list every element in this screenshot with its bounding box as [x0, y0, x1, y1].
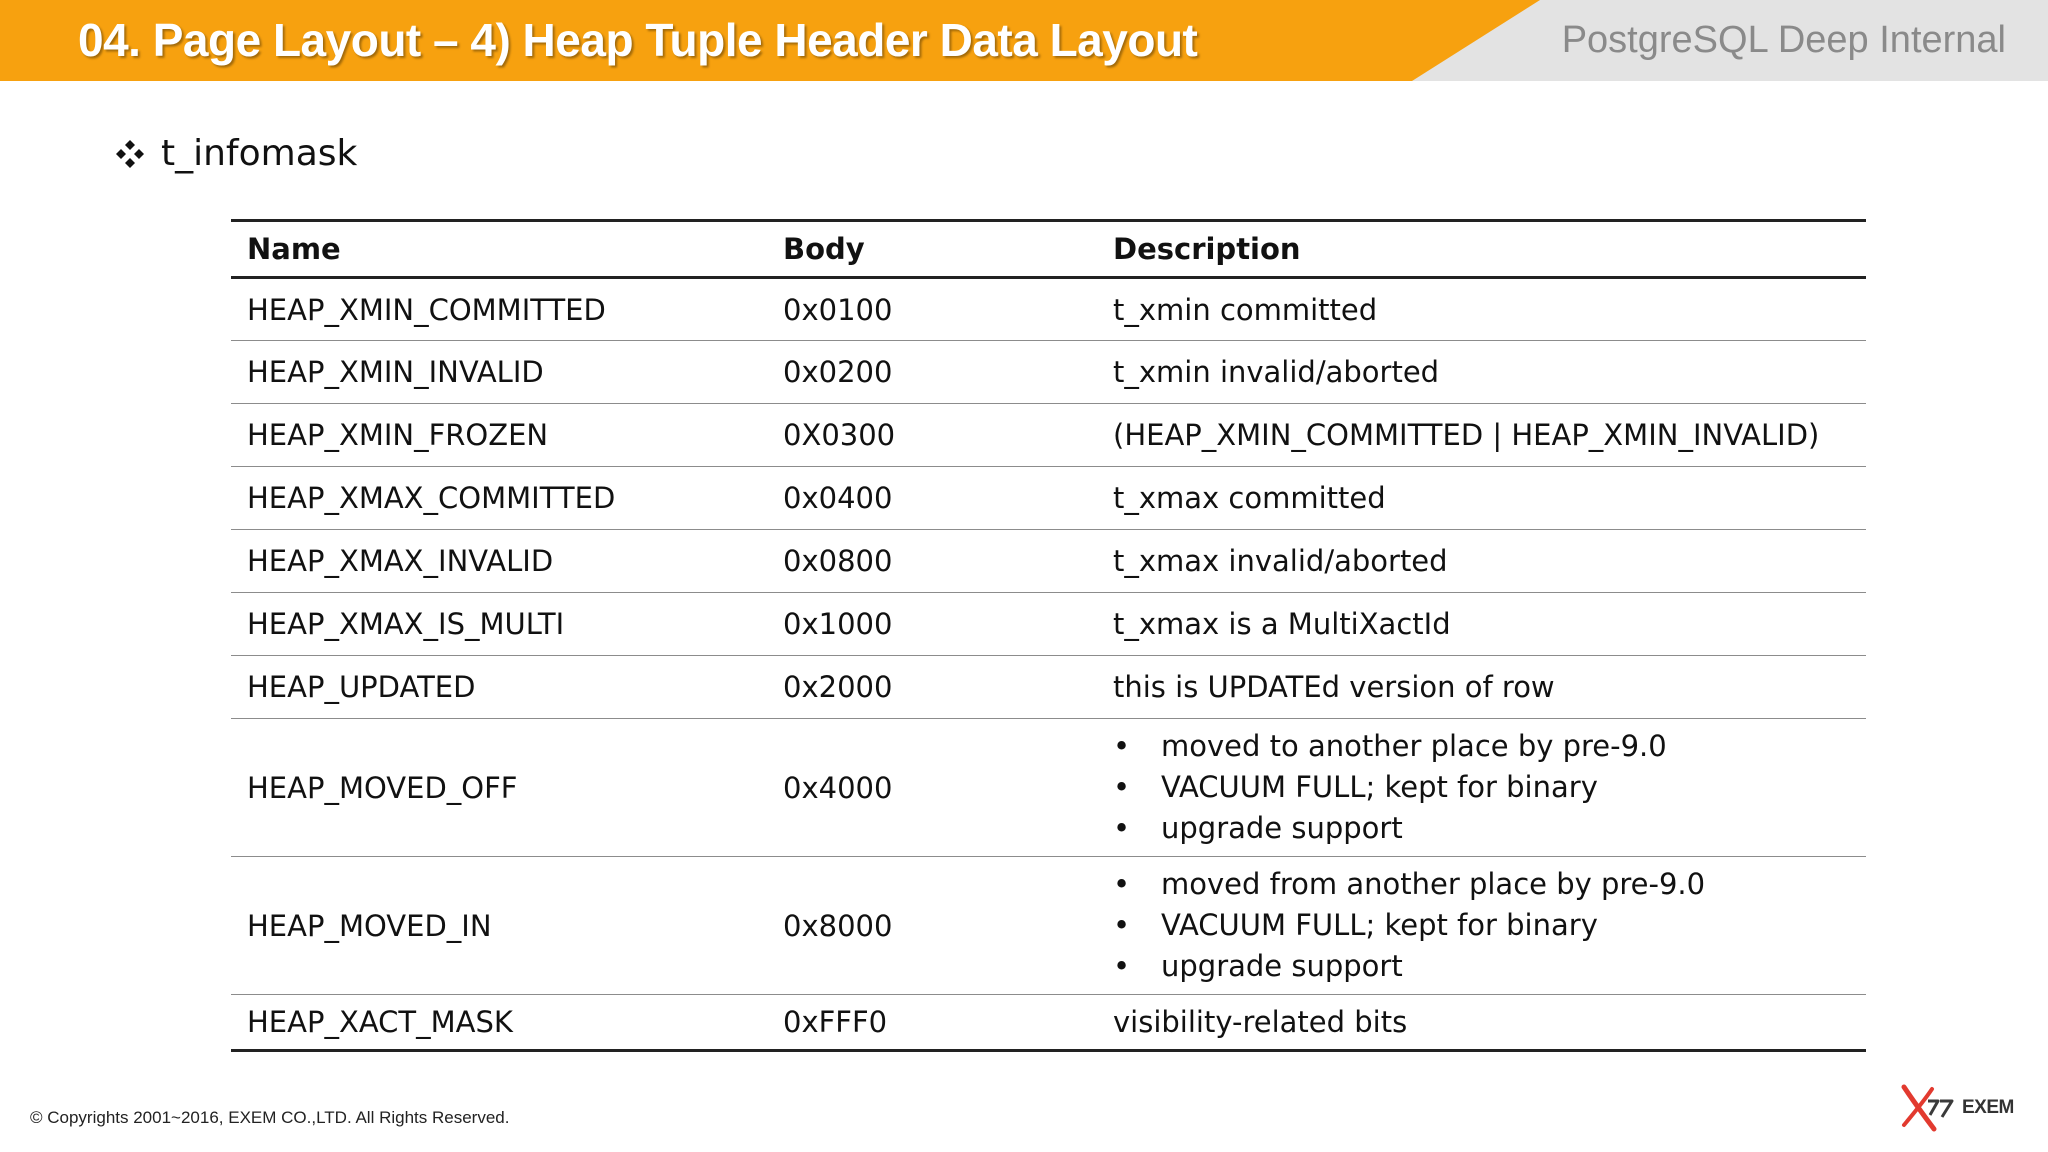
cell-body: 0x0800	[783, 544, 893, 578]
cell-name: HEAP_XMAX_COMMITTED	[247, 481, 616, 515]
table-row	[231, 593, 1866, 656]
cell-name: HEAP_XMIN_FROZEN	[247, 418, 549, 452]
cell-name: HEAP_XMAX_INVALID	[247, 544, 554, 578]
table-row	[231, 341, 1866, 404]
table-row	[231, 278, 1866, 341]
cell-body: 0x2000	[783, 670, 893, 704]
cell-body: 0x1000	[783, 607, 893, 641]
cell-name: HEAP_MOVED_OFF	[247, 770, 518, 805]
cell-description: (HEAP_XMIN_COMMITTED | HEAP_XMIN_INVALID)	[1113, 418, 1820, 452]
column-header-body: Body	[767, 221, 1097, 278]
cell-description	[1097, 857, 1866, 995]
table-header-row	[231, 221, 1866, 278]
description-bullet-list	[1113, 726, 1866, 849]
four-diamond-bullet-icon	[115, 139, 145, 169]
cell-body: 0x0100	[783, 292, 893, 327]
cell-description: t_xmax invalid/aborted	[1113, 544, 1448, 578]
exem-logo	[1898, 1082, 2028, 1134]
cell-body: 0xFFF0	[783, 1005, 888, 1039]
exem-logo-icon	[1898, 1083, 1960, 1133]
bullet-item: • upgrade support	[1113, 946, 1866, 987]
cell-description	[1097, 719, 1866, 857]
cell-name: HEAP_XACT_MASK	[247, 1005, 513, 1039]
cell-body: 0X0300	[783, 418, 896, 452]
cell-name: HEAP_XMAX_IS_MULTI	[247, 607, 565, 641]
column-header-name: Name	[231, 221, 767, 278]
cell-description: this is UPDATEd version of row	[1113, 670, 1555, 704]
table-row	[231, 656, 1866, 719]
table-row	[231, 719, 1866, 857]
slide-header	[0, 0, 2048, 81]
bullet-item: • VACUUM FULL; kept for binary	[1113, 767, 1866, 808]
cell-description: t_xmin invalid/aborted	[1113, 355, 1440, 389]
table-row	[231, 467, 1866, 530]
infomask-table	[231, 219, 1866, 1052]
cell-description: t_xmax committed	[1113, 481, 1386, 515]
section-heading	[115, 128, 357, 180]
bullet-item: • upgrade support	[1113, 808, 1866, 849]
cell-body: 0x0200	[783, 355, 893, 389]
slide-title: 04. Page Layout – 4) Heap Tuple Header Data Layout	[78, 14, 1198, 66]
cell-description: visibility-related bits	[1113, 1005, 1408, 1039]
cell-body: 0x8000	[783, 908, 893, 943]
cell-body: 0x4000	[783, 770, 893, 805]
column-header-description: Description	[1097, 221, 1866, 278]
cell-description: t_xmin committed	[1113, 292, 1378, 327]
logo-text: EXEM	[1962, 1097, 2014, 1118]
cell-description: t_xmax is a MultiXactId	[1113, 607, 1451, 641]
bullet-item: • moved from another place by pre-9.0	[1113, 864, 1866, 905]
table-row	[231, 530, 1866, 593]
cell-name: HEAP_UPDATED	[247, 670, 476, 704]
copyright-notice: © Copyrights 2001~2016, EXEM CO.,LTD. All Rights Reserved.	[30, 1108, 510, 1127]
bullet-item: • VACUUM FULL; kept for binary	[1113, 905, 1866, 946]
bullet-item: • moved to another place by pre-9.0	[1113, 726, 1866, 767]
cell-name: HEAP_XMIN_COMMITTED	[247, 292, 606, 327]
table-row	[231, 995, 1866, 1051]
cell-body: 0x0400	[783, 481, 893, 515]
description-bullet-list	[1113, 864, 1866, 987]
cell-name: HEAP_XMIN_INVALID	[247, 355, 544, 389]
cell-name: HEAP_MOVED_IN	[247, 908, 492, 943]
table-row	[231, 857, 1866, 995]
table-row	[231, 404, 1866, 467]
section-title: t_infomask	[161, 133, 358, 174]
header-brand-label: PostgreSQL Deep Internal	[1561, 19, 2006, 61]
